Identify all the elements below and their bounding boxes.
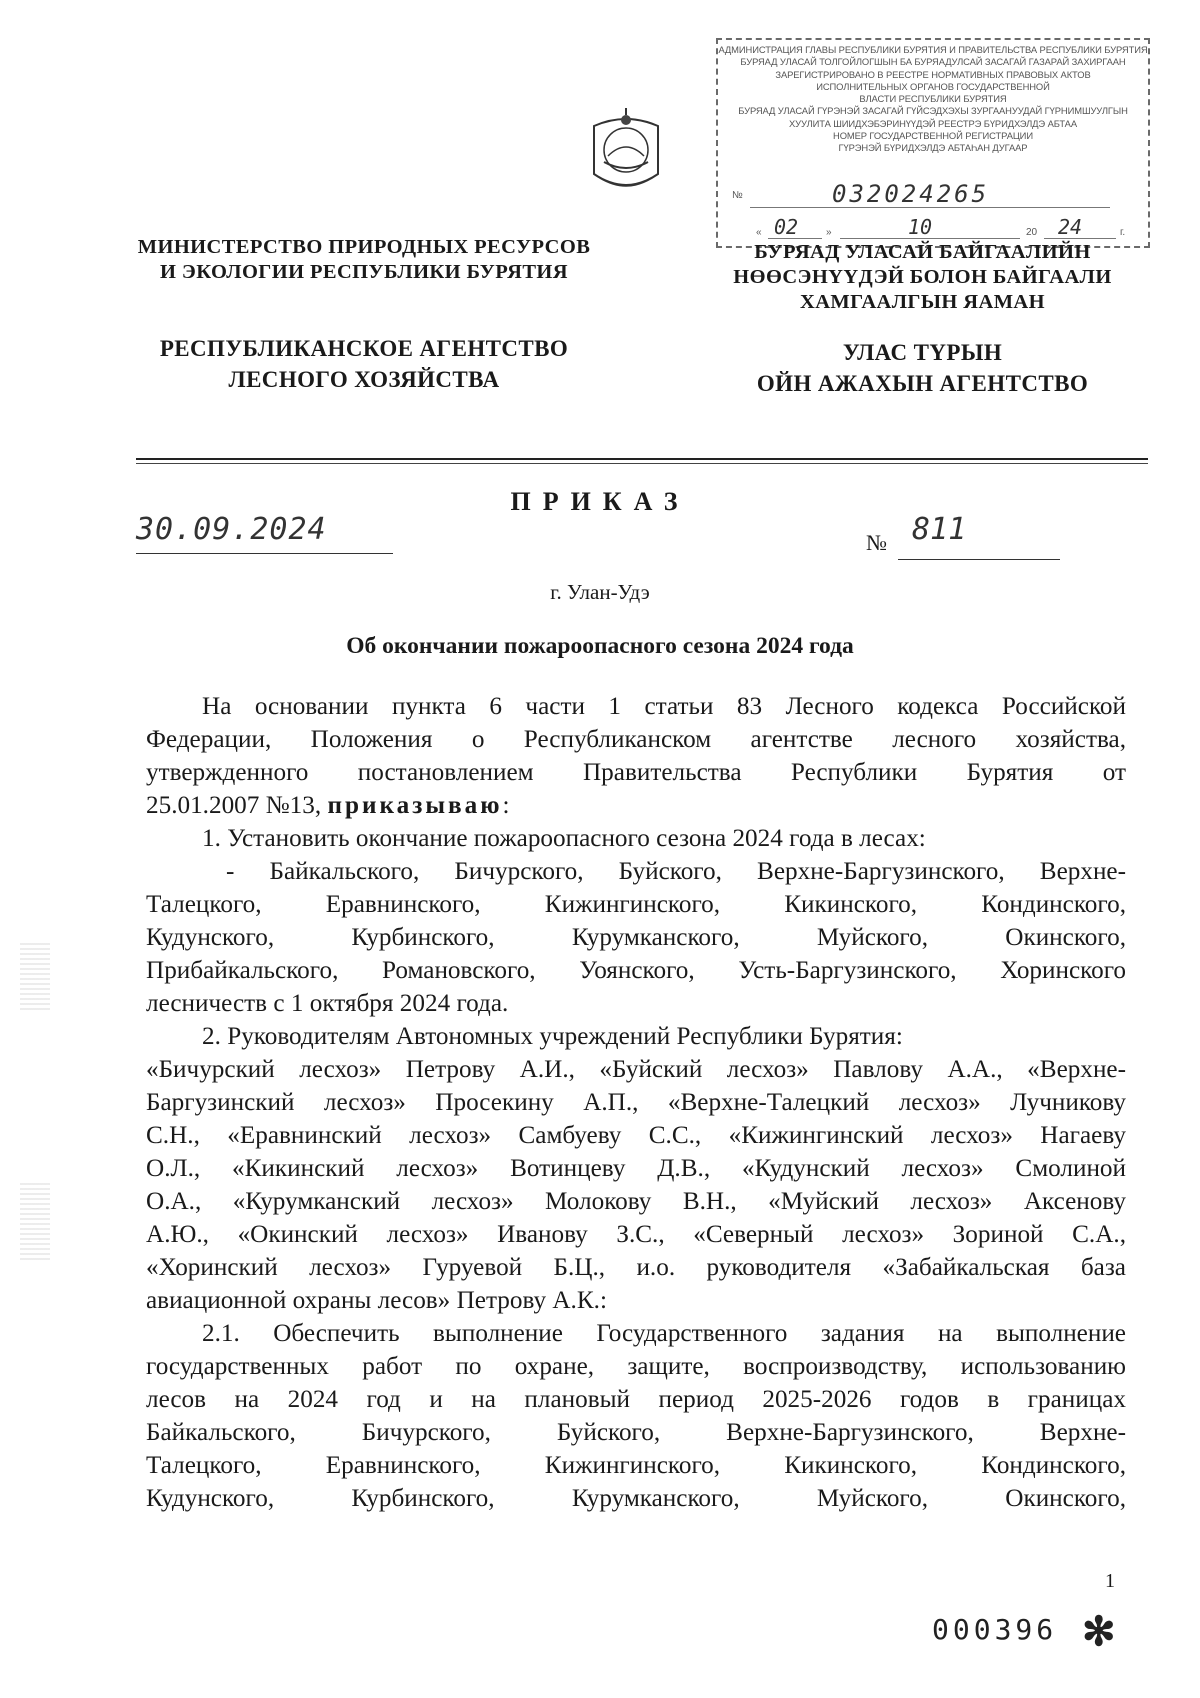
- stamp-number-prefix: №: [732, 190, 743, 201]
- body-line: «Бичурский лесхоз» Петрову А.И., «Буйский лесхоз» Павлову А.А., «Верхне-: [146, 1056, 1126, 1083]
- page-number: 1: [1105, 1570, 1115, 1592]
- agency-bua-line: ОЙН АЖАХЫН АГЕНТСТВО: [756, 371, 1089, 396]
- stamp-line: БУРЯАД УЛАСАЙ ГҮРЭНЭЙ ЗАСАГАЙ ГҮЙСЭДХЭХЫ ЗУРГААНУУДАЙ ГҮРНИМШУУЛГЫН: [738, 105, 1128, 117]
- body-line: А.Ю., «Окинский лесхоз» Иванову З.С., «Северный лесхоз» Зориной С.А.,: [146, 1221, 1126, 1248]
- serial-number: 000396: [932, 1613, 1058, 1646]
- body-line: На основании пункта 6 части 1 статьи 83 Лесного кодекса Российской: [202, 693, 1126, 720]
- stamp-date-day: 02: [774, 215, 799, 239]
- ministry-ru-line: МИНИСТЕРСТВО ПРИРОДНЫХ РЕСУРСОВ: [137, 236, 591, 258]
- body-line: государственных работ по охране, защите, воспроизводству, использованию: [146, 1353, 1126, 1380]
- item-1: 1. Установить окончание пожароопасного сезона 2024 года в лесах:: [202, 825, 926, 852]
- asterisk-mark-icon: ✻: [1082, 1609, 1116, 1654]
- body-line: «Хоринский лесхоз» Гуруевой Б.Ц., и.о. руководителя «Забайкальская база: [146, 1254, 1126, 1281]
- stamp-line: ВЛАСТИ РЕСПУБЛИКИ БУРЯТИЯ: [859, 93, 1007, 105]
- document-body: [146, 690, 1126, 1515]
- body-line: лесов на 2024 год и на плановый период 2025-2026 годов в границах: [146, 1386, 1126, 1413]
- body-line: утвержденного постановлением Правительства Республики Бурятия от: [146, 759, 1126, 786]
- body-line: - Байкальского, Бичурского, Буйского, Верхне-Баргузинского, Верхне-: [226, 858, 1126, 885]
- stamp-year-mark: г.: [1120, 227, 1126, 238]
- header-divider: [136, 458, 1148, 460]
- order-word: приказываю: [327, 792, 503, 819]
- stamp-line: БУРЯАД УЛАСАЙ ТОЛГОЙЛОГШЫН БА БУРЯАДУЛСАЙ ЗАСАГАЙ ГАЗАРАЙ ЗАХИРГААН: [740, 56, 1126, 68]
- item-2: 2. Руководителям Автономных учреждений Республики Бурятия:: [202, 1023, 903, 1050]
- body-line: Талецкого, Еравнинского, Кижингинского, Кикинского, Кондинского,: [146, 1452, 1126, 1479]
- body-line: авиационной охраны лесов» Петрову А.К.:: [146, 1287, 607, 1314]
- agency-ru-line: ЛЕСНОГО ХОЗЯЙСТВА: [228, 367, 500, 392]
- ministry-bua-line: БУРЯАД УЛАСАЙ БАЙГААЛИЙН: [754, 241, 1091, 263]
- body-line: О.Л., «Кикинский лесхоз» Вотинцеву Д.В., «Кудунский лесхоз» Смолиной: [146, 1155, 1126, 1182]
- order-subject: Об окончании пожароопасного сезона 2024 года: [346, 633, 854, 659]
- agency-name-bua: [700, 337, 1145, 399]
- stamp-line: ГҮРЭНЭЙ БҮРИДХЭЛДЭ АБТАҺАН ДУГААР: [838, 142, 1028, 154]
- order-number: 811: [912, 512, 967, 547]
- stamp-registration-row: [732, 180, 1132, 214]
- stamp-line: ЗАРЕГИСТРИРОВАНО В РЕЕСТРЕ НОРМАТИВНЫХ ПРАВОВЫХ АКТОВ: [775, 68, 1091, 80]
- registration-stamp: [716, 38, 1150, 248]
- preamble-colon: :: [502, 792, 510, 819]
- header-divider-thin: [136, 463, 1148, 464]
- ministry-bua-line: НӨӨСЭНҮҮДЭЙ БОЛОН БАЙГААЛИ: [733, 266, 1112, 288]
- coat-of-arms-icon: [586, 104, 666, 199]
- body-line: С.Н., «Еравнинский лесхоз» Самбуеву С.С., «Кижингинский лесхоз» Нагаеву: [146, 1122, 1126, 1149]
- ministry-bua-line: ХАМГААЛГЫН ЯАМАН: [799, 291, 1045, 313]
- stamp-registration-number: 032024265: [832, 180, 990, 208]
- body-line: Кудунского, Курбинского, Курумканского, Муйского, Окинского,: [146, 924, 1126, 951]
- order-date-underline: [136, 553, 393, 554]
- stamp-line: НОМЕР ГОСУДАРСТВЕННОЙ РЕГИСТРАЦИИ: [833, 130, 1033, 142]
- body-line: Талецкого, Еравнинского, Кижингинского, Кикинского, Кондинского,: [146, 891, 1126, 918]
- body-line: Байкальского, Бичурского, Буйского, Верхне-Баргузинского, Верхне-: [146, 1419, 1126, 1446]
- body-line: лесничеств с 1 октября 2024 года.: [146, 990, 509, 1017]
- body-line: Федерации, Положения о Республиканском агентстве лесного хозяйства,: [146, 726, 1126, 753]
- body-line: [146, 789, 1126, 822]
- order-number-underline: [898, 559, 1060, 560]
- body-line: О.А., «Курумканский лесхоз» Молокову В.Н., «Муйский лесхоз» Аксенову: [146, 1188, 1126, 1215]
- document-title: ПРИКАЗ: [510, 487, 690, 516]
- scan-artifact: [20, 940, 50, 1010]
- ministry-name-ru: [135, 235, 593, 285]
- body-line: Прибайкальского, Романовского, Уоянского, Усть-Баргузинского, Хоринского: [146, 957, 1126, 984]
- city: г. Улан-Удэ: [550, 580, 650, 604]
- stamp-date-year: 24: [1058, 215, 1083, 239]
- agency-ru-line: РЕСПУБЛИКАНСКОЕ АГЕНТСТВО: [159, 336, 569, 361]
- stamp-quote-open: «: [756, 227, 762, 238]
- order-number-label: №: [866, 530, 887, 555]
- stamp-line: ХУУЛИТА ШИИДХЭБЭРИНҮҮДЭЙ РЕЕСТРЭ БҮРИДХЭЛДЭ АБТАА: [789, 117, 1077, 129]
- stamp-quote-close: »: [826, 227, 832, 238]
- agency-name-ru: [135, 333, 593, 395]
- stamp-date-month: 10: [908, 215, 933, 239]
- stamp-line: АДМИНИСТРАЦИЯ ГЛАВЫ РЕСПУБЛИКИ БУРЯТИЯ И ПРАВИТЕЛЬСТВА РЕСПУБЛИКИ БУРЯТИЯ: [718, 44, 1148, 55]
- stamp-line: ИСПОЛНИТЕЛЬНЫХ ОРГАНОВ ГОСУДАРСТВЕННОЙ: [816, 80, 1050, 92]
- body-line: Кудунского, Курбинского, Курумканского, Муйского, Окинского,: [146, 1485, 1126, 1512]
- preamble-end: 25.01.2007 №13,: [146, 792, 322, 819]
- scan-artifact: [20, 1180, 50, 1260]
- stamp-year-prefix: 20: [1026, 227, 1038, 238]
- order-date: 30.09.2024: [136, 512, 327, 547]
- item-2-1: 2.1. Обеспечить выполнение Государственного задания на выполнение: [202, 1320, 1126, 1347]
- body-line: Баргузинский лесхоз» Просекину А.П., «Верхне-Талецкий лесхоз» Лучникову: [146, 1089, 1126, 1116]
- ministry-ru-line: И ЭКОЛОГИИ РЕСПУБЛИКИ БУРЯТИЯ: [160, 261, 568, 283]
- ministry-name-bua: [720, 240, 1125, 315]
- agency-bua-line: УЛАС ТҮРЫН: [842, 340, 1003, 365]
